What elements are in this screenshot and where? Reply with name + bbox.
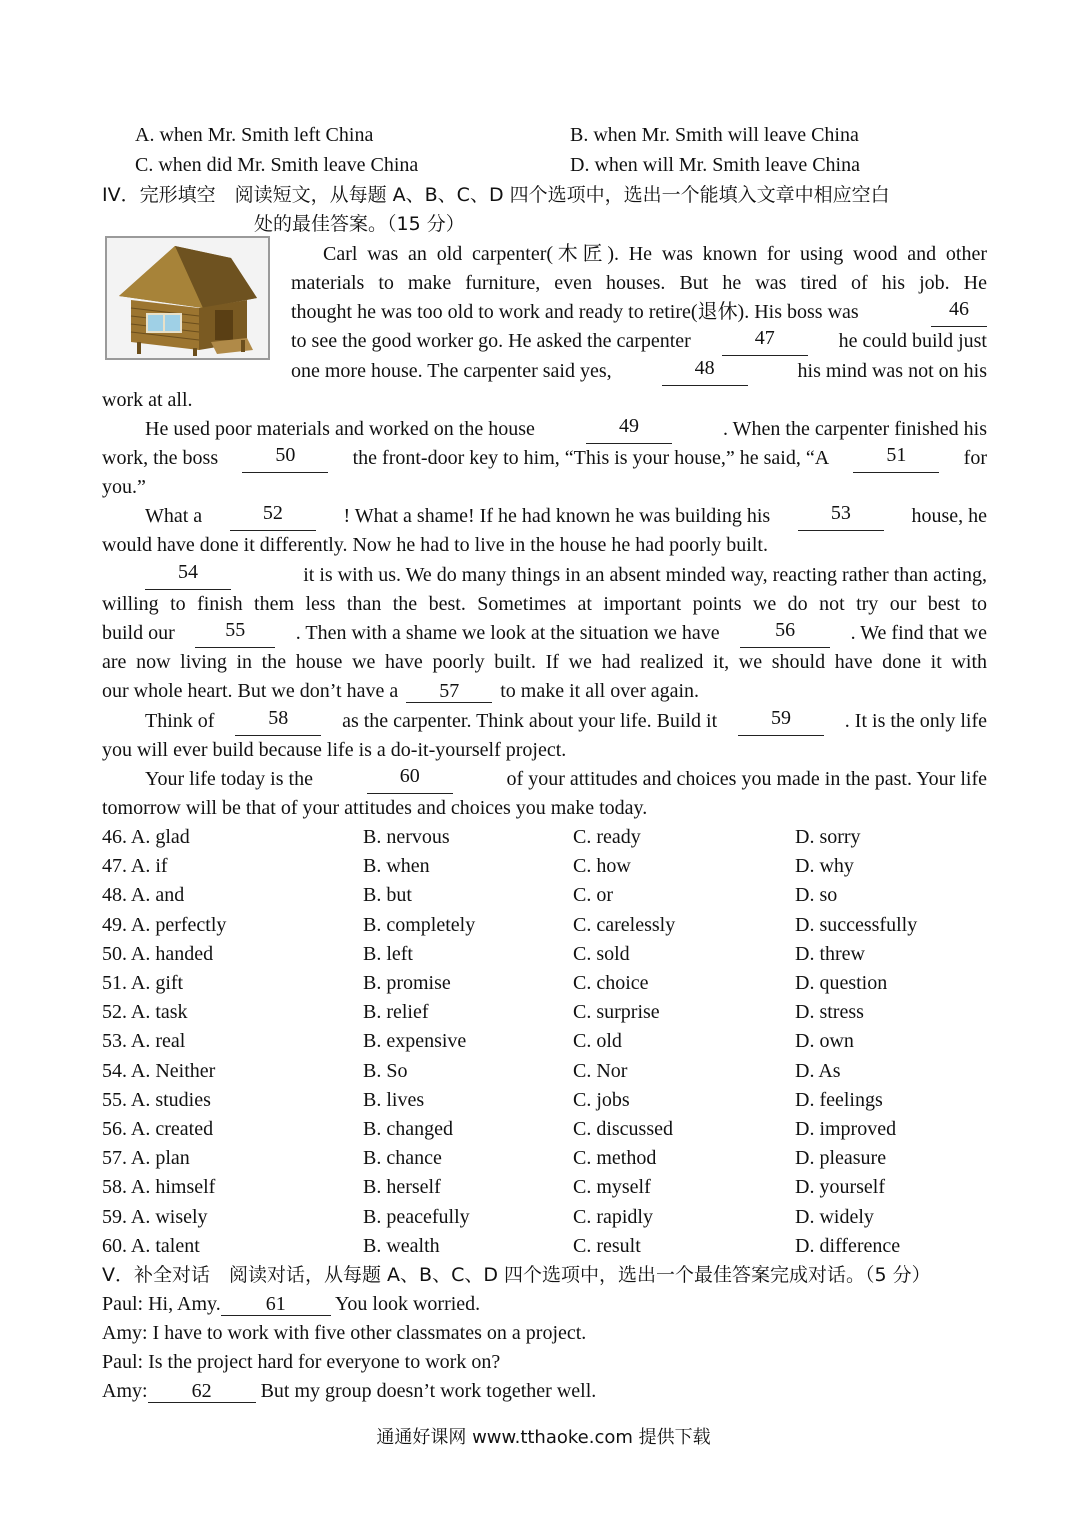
question-option-c[interactable]: C. sold bbox=[573, 942, 630, 965]
question-option-a[interactable]: 56. A. created bbox=[102, 1118, 214, 1140]
passage-line bbox=[291, 357, 987, 386]
question-option-c[interactable]: C. how bbox=[573, 855, 631, 878]
question-option-d[interactable]: D. so bbox=[795, 884, 838, 907]
blank-46[interactable]: 46 bbox=[931, 298, 987, 327]
question-option-a[interactable]: 59. A. wisely bbox=[102, 1205, 208, 1228]
passage-text: Your life today is the bbox=[145, 768, 313, 790]
question-option-d[interactable]: D. widely bbox=[795, 1205, 874, 1228]
wooden-house-image bbox=[107, 238, 268, 358]
question-option-b[interactable]: B. nervous bbox=[363, 826, 450, 848]
passage-text: Think of bbox=[145, 710, 215, 732]
question-option-b[interactable]: B. but bbox=[363, 884, 412, 907]
passage-text: He used poor materials and worked on the house bbox=[145, 418, 535, 440]
question-option-d[interactable]: D. sorry bbox=[795, 826, 861, 848]
question-option-d[interactable]: D. yourself bbox=[795, 1176, 885, 1199]
question-option-b[interactable]: B. when bbox=[363, 855, 430, 878]
passage-text: our whole heart. But we don’t have a bbox=[102, 680, 399, 702]
question-option-b[interactable]: B. changed bbox=[363, 1118, 453, 1140]
question-option-c[interactable]: C. Nor bbox=[573, 1059, 628, 1082]
prev-option-a: A. when Mr. Smith left China bbox=[135, 124, 374, 146]
passage-text: would have done it differently. Now he had to live in the house he had poorly built. bbox=[102, 534, 768, 556]
question-option-c[interactable]: C. rapidly bbox=[573, 1205, 653, 1228]
question-option-b[interactable]: B. expensive bbox=[363, 1030, 467, 1053]
question-option-a[interactable]: 60. A. talent bbox=[102, 1234, 200, 1257]
passage-text: one more house. The carpenter said yes, bbox=[291, 360, 612, 382]
passage-line bbox=[102, 677, 987, 706]
dialogue-line bbox=[102, 1377, 987, 1406]
passage-line bbox=[102, 765, 987, 794]
prev-option-b: B. when Mr. Smith will leave China bbox=[570, 124, 859, 146]
passage-line bbox=[102, 386, 987, 415]
blank-52[interactable]: 52 bbox=[230, 502, 316, 531]
passage-line bbox=[102, 707, 987, 736]
passage-text: his mind was not on his bbox=[797, 360, 987, 382]
question-option-c[interactable]: C. result bbox=[573, 1234, 641, 1257]
blank-54[interactable]: 54 bbox=[145, 561, 231, 590]
passage-text: to make it all over again. bbox=[500, 680, 700, 702]
question-option-b[interactable]: B. left bbox=[363, 942, 413, 965]
blank-56[interactable]: 56 bbox=[740, 619, 830, 648]
passage-text: What a bbox=[145, 505, 203, 527]
dialogue-line bbox=[102, 1348, 987, 1377]
question-option-a[interactable]: 58. A. himself bbox=[102, 1176, 216, 1199]
question-option-c[interactable]: C. method bbox=[573, 1147, 657, 1170]
question-option-d[interactable]: D. improved bbox=[795, 1118, 897, 1140]
passage-line bbox=[102, 561, 987, 590]
question-option-a[interactable]: 53. A. real bbox=[102, 1030, 186, 1053]
passage-text: work, the boss bbox=[102, 447, 219, 469]
passage-line bbox=[291, 327, 987, 356]
passage-text: build our bbox=[102, 622, 175, 644]
question-option-d[interactable]: D. why bbox=[795, 855, 854, 878]
passage-text: work at all. bbox=[102, 389, 193, 411]
passage-text: thought he was too old to work and ready to retire(退休). His boss was bbox=[291, 301, 859, 323]
passage-text: it is with us. We do many things in an absent minded way, reacting rather than acting, bbox=[303, 564, 987, 586]
question-option-a[interactable]: 51. A. gift bbox=[102, 972, 184, 994]
house-illustration bbox=[105, 236, 270, 360]
passage-line bbox=[102, 444, 987, 473]
dialogue-text: Paul: Hi, Amy. bbox=[102, 1293, 221, 1315]
question-option-d[interactable]: D. threw bbox=[795, 942, 865, 965]
question-option-b[interactable]: B. herself bbox=[363, 1176, 441, 1199]
passage-text: you.” bbox=[102, 476, 146, 498]
blank-55[interactable]: 55 bbox=[195, 619, 275, 648]
blank-49[interactable]: 49 bbox=[586, 415, 672, 444]
question-option-b[interactable]: B. peacefully bbox=[363, 1205, 470, 1228]
passage-line bbox=[102, 415, 987, 444]
passage-text: willing to finish them less than the best. Sometimes at important points we do not try our best to bbox=[102, 593, 987, 615]
passage-text: Carl was an old carpenter(木匠). He was known for using wood and other bbox=[323, 243, 987, 265]
question-option-a[interactable]: 50. A. handed bbox=[102, 942, 214, 965]
question-option-d[interactable]: D. question bbox=[795, 972, 888, 994]
question-option-a[interactable]: 47. A. if bbox=[102, 855, 168, 878]
passage-text: for bbox=[963, 447, 987, 469]
passage-text: are now living in the house we have poorly built. If we had realized it, we should have done it with bbox=[102, 651, 987, 673]
passage-text: . It is the only life bbox=[844, 710, 987, 732]
blank-60[interactable]: 60 bbox=[367, 765, 453, 794]
passage-line bbox=[102, 648, 987, 677]
passage-text: ! What a shame! If he had known he was building his bbox=[343, 505, 771, 527]
blank-51[interactable]: 51 bbox=[853, 444, 939, 473]
passage-text: to see the good worker go. He asked the carpenter bbox=[291, 330, 691, 352]
dialogue-text: But my group doesn’t work together well. bbox=[255, 1380, 597, 1402]
question-option-a[interactable]: 55. A. studies bbox=[102, 1088, 211, 1111]
passage-line bbox=[102, 736, 987, 765]
passage-text: the front-door key to him, “This is your house,” he said, “A bbox=[352, 447, 830, 469]
passage-text: materials to make furniture, even houses. But he was tired of his job. He bbox=[291, 272, 987, 294]
question-option-d[interactable]: D. pleasure bbox=[795, 1147, 887, 1170]
passage-line bbox=[102, 619, 987, 648]
passage-line bbox=[102, 473, 987, 502]
question-option-a[interactable]: 46. A. glad bbox=[102, 826, 190, 848]
question-option-b[interactable]: B. relief bbox=[363, 1001, 429, 1024]
dialogue-text: You look worried. bbox=[330, 1293, 481, 1315]
passage-text: you will ever build because life is a do-it-yourself project. bbox=[102, 739, 567, 761]
prev-option-c: C. when did Mr. Smith leave China bbox=[135, 154, 419, 176]
section4-heading-cont: 处的最佳答案。（15 分） bbox=[254, 213, 465, 235]
question-option-a[interactable]: 57. A. plan bbox=[102, 1147, 190, 1170]
question-option-d[interactable]: D. feelings bbox=[795, 1088, 883, 1111]
blank-61[interactable]: 61 bbox=[221, 1293, 331, 1316]
question-option-a[interactable]: 54. A. Neither bbox=[102, 1059, 216, 1082]
passage-line bbox=[291, 240, 987, 269]
passage-line bbox=[102, 531, 987, 560]
question-option-a[interactable]: 52. A. task bbox=[102, 1001, 188, 1024]
dialogue-text: Paul: Is the project hard for everyone to work on? bbox=[102, 1351, 501, 1373]
section4-heading: IV．完形填空 阅读短文，从每题 A、B、C、D 四个选项中，选出一个能填入文章中相应空白 bbox=[102, 184, 890, 206]
question-option-c[interactable]: C. carelessly bbox=[573, 913, 676, 936]
blank-57[interactable]: 57 bbox=[406, 680, 492, 703]
blank-62[interactable]: 62 bbox=[148, 1380, 256, 1403]
passage-text: . Then with a shame we look at the situation we have bbox=[295, 622, 720, 644]
question-option-d[interactable]: D. own bbox=[795, 1030, 854, 1053]
question-option-c[interactable]: C. jobs bbox=[573, 1088, 630, 1111]
blank-48[interactable]: 48 bbox=[662, 357, 748, 386]
passage-text: tomorrow will be that of your attitudes and choices you make today. bbox=[102, 797, 648, 819]
blank-53[interactable]: 53 bbox=[798, 502, 884, 531]
dialogue-line bbox=[102, 1319, 987, 1348]
question-option-a[interactable]: 49. A. perfectly bbox=[102, 913, 227, 936]
question-option-a[interactable]: 48. A. and bbox=[102, 884, 185, 907]
passage-line bbox=[102, 502, 987, 531]
dialogue-text: Amy: bbox=[102, 1380, 148, 1402]
question-option-c[interactable]: C. choice bbox=[573, 972, 649, 994]
question-option-b[interactable]: B. lives bbox=[363, 1088, 425, 1111]
passage-text: he could build just bbox=[838, 330, 987, 352]
question-option-d[interactable]: D. successfully bbox=[795, 913, 918, 936]
question-option-b[interactable]: B. wealth bbox=[363, 1234, 440, 1257]
question-option-b[interactable]: B. So bbox=[363, 1059, 408, 1082]
question-option-c[interactable]: C. myself bbox=[573, 1176, 651, 1199]
blank-50[interactable]: 50 bbox=[242, 444, 328, 473]
dialogue-line bbox=[102, 1290, 987, 1319]
blank-47[interactable]: 47 bbox=[722, 327, 808, 356]
passage-text: house, he bbox=[911, 505, 987, 527]
section5-heading: V．补全对话 阅读对话，从每题 A、B、C、D 四个选项中，选出一个最佳答案完成对话。（5 分） bbox=[102, 1264, 931, 1286]
passage-line bbox=[291, 298, 987, 327]
question-option-c[interactable]: C. discussed bbox=[573, 1118, 673, 1140]
blank-59[interactable]: 59 bbox=[738, 707, 824, 736]
prev-option-d: D. when will Mr. Smith leave China bbox=[570, 154, 860, 176]
question-option-c[interactable]: C. surprise bbox=[573, 1001, 660, 1024]
passage-text: of your attitudes and choices you made in the past. Your life bbox=[506, 768, 987, 790]
passage-text: . When the carpenter finished his bbox=[723, 418, 987, 440]
passage-line bbox=[291, 269, 987, 298]
footer-source: 通通好课网 www.tthaoke.com 提供下载 bbox=[376, 1427, 711, 1448]
blank-58[interactable]: 58 bbox=[235, 707, 321, 736]
question-option-c[interactable]: C. old bbox=[573, 1030, 622, 1053]
dialogue-text: Amy: I have to work with five other classmates on a project. bbox=[102, 1322, 587, 1344]
question-option-d[interactable]: D. difference bbox=[795, 1234, 901, 1257]
passage-line bbox=[102, 794, 987, 823]
question-option-b[interactable]: B. chance bbox=[363, 1147, 442, 1170]
question-option-d[interactable]: D. As bbox=[795, 1059, 841, 1082]
passage-line bbox=[102, 590, 987, 619]
question-option-b[interactable]: B. completely bbox=[363, 913, 476, 936]
question-option-d[interactable]: D. stress bbox=[795, 1001, 864, 1024]
question-option-c[interactable]: C. or bbox=[573, 884, 613, 907]
passage-text: as the carpenter. Think about your life. Build it bbox=[342, 710, 718, 732]
question-option-c[interactable]: C. ready bbox=[573, 826, 641, 848]
passage-text: . We find that we bbox=[850, 622, 987, 644]
question-option-b[interactable]: B. promise bbox=[363, 972, 451, 994]
